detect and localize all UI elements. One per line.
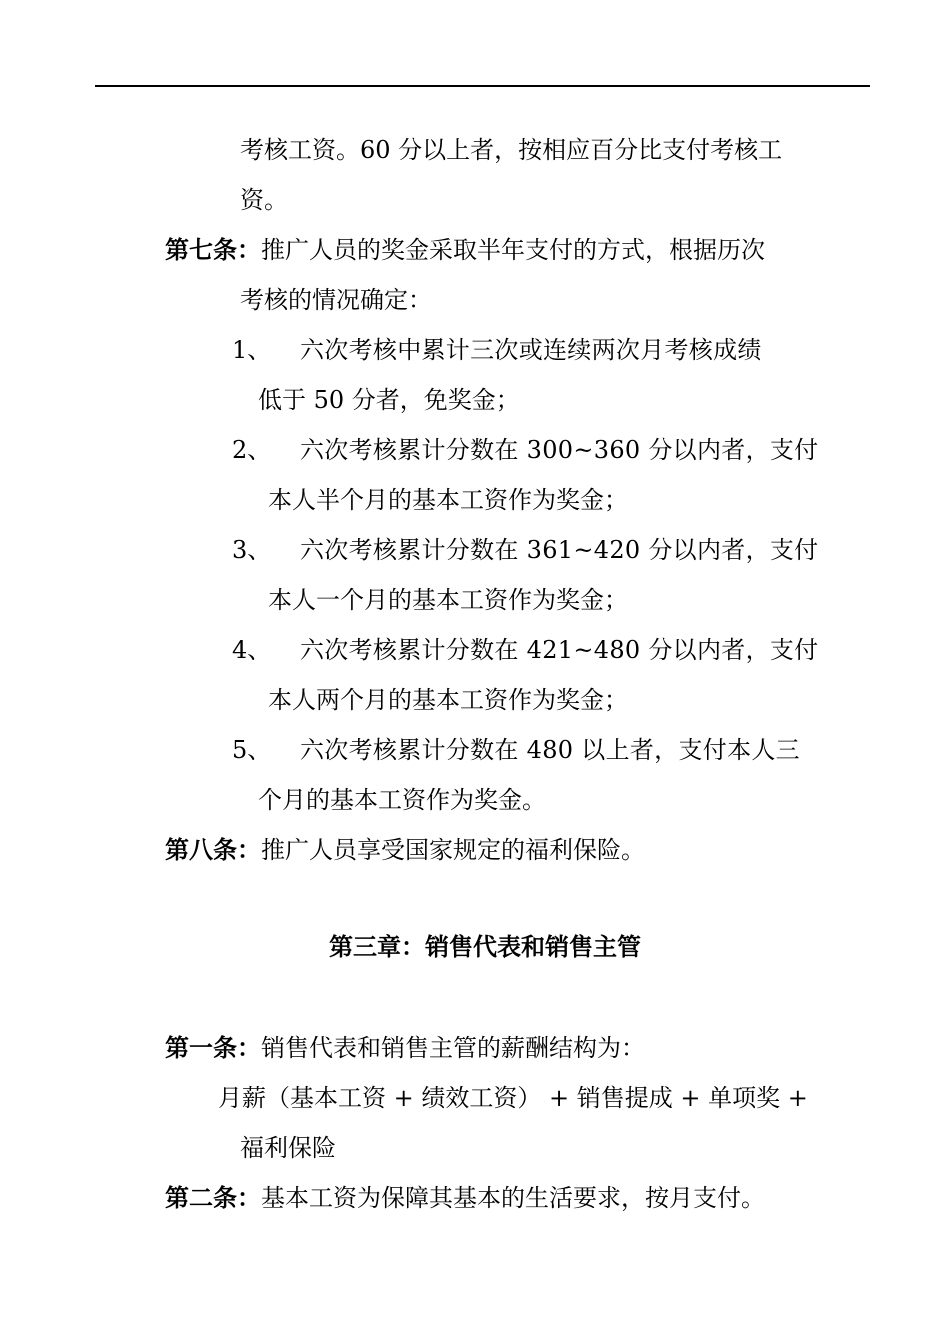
list-item [0, 735, 950, 765]
list-item-text: 六次考核中累计三次或连续两次月考核成绩 [300, 336, 762, 364]
continuation-line-1: 考核工资。60 分以上者，按相应百分比支付考核工 [240, 136, 783, 164]
article-8 [165, 835, 645, 865]
list-item [0, 335, 950, 365]
article-7-line-1 [165, 235, 765, 265]
list-item-number: 1、 [232, 336, 272, 364]
list-item-continuation: 低于 50 分者，免奖金； [258, 386, 520, 414]
continuation-line-2: 资。 [240, 186, 288, 214]
article-1-label: 第一条： [165, 1033, 261, 1062]
salary-formula-line-2: 福利保险 [240, 1134, 336, 1162]
article-7-text: 推广人员的奖金采取半年支付的方式，根据历次 [261, 236, 765, 264]
article-7-line-2: 考核的情况确定： [240, 286, 432, 314]
chapter-heading: 第三章：销售代表和销售主管 [329, 932, 641, 961]
list-item-continuation: 本人一个月的基本工资作为奖金； [268, 586, 628, 614]
list-item-number: 2、 [232, 436, 272, 464]
list-item [0, 635, 950, 665]
list-item-number: 4、 [232, 636, 272, 664]
list-item-text: 六次考核累计分数在 421~480 分以内者，支付 [300, 636, 819, 664]
list-item-continuation: 本人两个月的基本工资作为奖金； [268, 686, 628, 714]
list-item-number: 5、 [232, 736, 272, 764]
list-item-text: 六次考核累计分数在 480 以上者，支付本人三 [300, 736, 800, 764]
list-item [0, 535, 950, 565]
article-1-text: 销售代表和销售主管的薪酬结构为： [261, 1034, 645, 1062]
list-item-text: 六次考核累计分数在 300~360 分以内者，支付 [300, 436, 819, 464]
list-item-continuation: 本人半个月的基本工资作为奖金； [268, 486, 628, 514]
article-2 [165, 1183, 765, 1213]
header-rule [95, 85, 870, 87]
article-2-label: 第二条： [165, 1183, 261, 1212]
salary-formula-line-1: 月薪（基本工资 + 绩效工资） + 销售提成 + 单项奖 + [218, 1084, 808, 1112]
article-8-text: 推广人员享受国家规定的福利保险。 [261, 836, 645, 864]
list-item-number: 3、 [232, 536, 272, 564]
article-8-label: 第八条： [165, 835, 261, 864]
article-7-label: 第七条： [165, 235, 261, 264]
list-item [0, 435, 950, 465]
list-item-text: 六次考核累计分数在 361~420 分以内者，支付 [300, 536, 819, 564]
list-item-continuation: 个月的基本工资作为奖金。 [258, 786, 546, 814]
article-1 [165, 1033, 645, 1063]
article-2-text: 基本工资为保障其基本的生活要求，按月支付。 [261, 1184, 765, 1212]
